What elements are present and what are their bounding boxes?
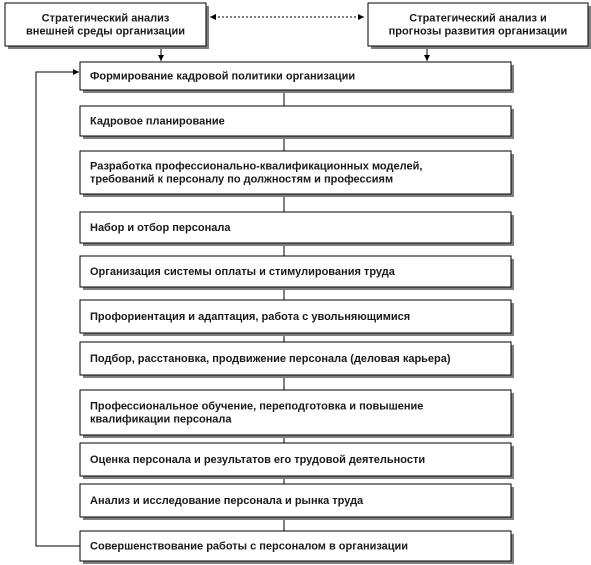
box-label-line: Формирование кадровой политики организации	[90, 70, 356, 83]
external-analysis-box	[5, 3, 209, 49]
box-label-line: Профессиональное обучение, переподготовка и повышение	[90, 400, 424, 413]
process-step-10	[80, 484, 514, 520]
process-step-4	[80, 212, 514, 246]
process-step-9	[80, 443, 514, 479]
box-label-line: Подбор, расстановка, продвижение персонала (деловая карьера)	[90, 353, 451, 365]
box-label-line: Профориентация и адаптация, работа с увольняющимися	[90, 311, 411, 323]
box-label-line: Кадровое планирование	[90, 115, 225, 128]
box-frame	[80, 151, 511, 194]
box-label-line: требований к персоналу по должностям и профессиям	[90, 173, 394, 186]
process-step-1	[80, 62, 514, 93]
box-frame	[80, 390, 511, 435]
box-frame	[368, 3, 588, 46]
process-step-5	[80, 256, 514, 290]
process-step-11	[80, 531, 514, 564]
box-label-line: Разработка профессионально-квалификационных моделей,	[90, 160, 423, 173]
boxes	[5, 3, 591, 564]
box-label-line: Набор и отбор персонала	[90, 222, 231, 234]
box-label-line: Стратегический анализ и	[409, 12, 547, 25]
box-label-line: прогнозы развития организации	[388, 25, 568, 38]
strategic-forecast-box	[368, 3, 591, 49]
box-label-line: внешней среды организации	[26, 25, 185, 38]
box-label-line: Оценка персонала и результатов его трудовой деятельности	[90, 454, 426, 466]
feedback-loop-arrow	[36, 72, 80, 546]
process-step-3	[80, 151, 514, 197]
process-step-2	[80, 106, 514, 139]
process-step-6	[80, 300, 514, 336]
box-label-line: Совершенствование работы с персоналом в организации	[90, 540, 409, 553]
box-label-line: квалификации персонала	[90, 413, 232, 426]
process-step-7	[80, 342, 514, 378]
process-step-8	[80, 390, 514, 438]
box-label-line: Стратегический анализ	[41, 12, 170, 25]
box-label-line: Анализ и исследование персонала и рынка труда	[90, 495, 364, 507]
box-frame	[5, 3, 206, 46]
box-label-line: Организация системы оплаты и стимулирования труда	[90, 266, 395, 278]
